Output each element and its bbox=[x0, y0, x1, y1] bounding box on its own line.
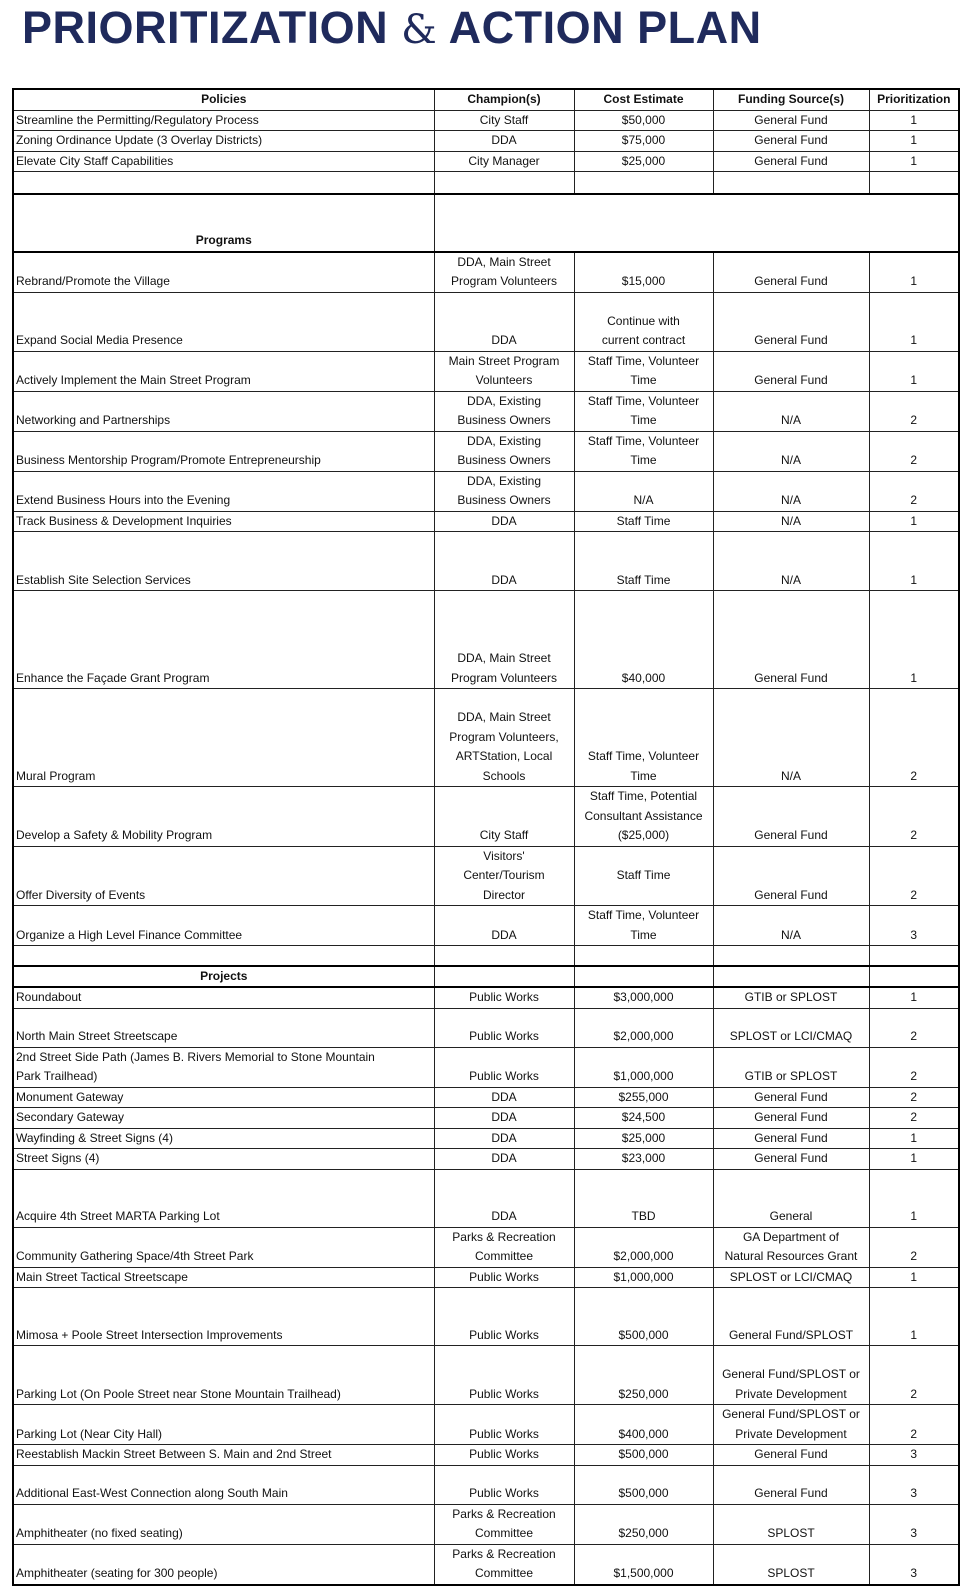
cell-prioritization: 2 bbox=[869, 1227, 959, 1267]
column-header-cost-estimate: Cost Estimate bbox=[574, 89, 713, 110]
cell-prioritization: 1 bbox=[869, 987, 959, 1008]
section-header: Projects bbox=[13, 966, 434, 988]
cell-cost-estimate: Staff Time bbox=[574, 532, 713, 591]
cell-prioritization: 2 bbox=[869, 391, 959, 431]
cell-champion: DDA bbox=[434, 1149, 574, 1170]
cell-cost-estimate: Staff Time, Volunteer Time bbox=[574, 391, 713, 431]
cell-prioritization bbox=[869, 172, 959, 194]
cell-champion: DDA bbox=[434, 292, 574, 351]
cell-champion: DDA bbox=[434, 131, 574, 152]
cell-funding-source: General Fund bbox=[713, 1149, 869, 1170]
column-header-champion: Champion(s) bbox=[434, 89, 574, 110]
cell-champion: DDA bbox=[434, 1169, 574, 1227]
table-row bbox=[13, 787, 959, 847]
cell-funding-source: General bbox=[713, 1169, 869, 1227]
cell-cost-estimate: $1,000,000 bbox=[574, 1047, 713, 1087]
cell-item: Monument Gateway bbox=[13, 1087, 434, 1108]
cell-cost-estimate: Staff Time, Potential Consultant Assistance ($25,000) bbox=[574, 787, 713, 847]
cell-item: Acquire 4th Street MARTA Parking Lot bbox=[13, 1169, 434, 1227]
cell-item: 2nd Street Side Path (James B. Rivers Memorial to Stone Mountain Park Trailhead) bbox=[13, 1047, 434, 1087]
cell-item: Mural Program bbox=[13, 689, 434, 787]
cell-item: Develop a Safety & Mobility Program bbox=[13, 787, 434, 847]
cell-item: Expand Social Media Presence bbox=[13, 292, 434, 351]
cell-funding-source: General Fund bbox=[713, 1465, 869, 1504]
cell-champion: Public Works bbox=[434, 1267, 574, 1288]
table-row bbox=[13, 966, 959, 988]
cell-item: Establish Site Selection Services bbox=[13, 532, 434, 591]
cell-champion: City Staff bbox=[434, 110, 574, 131]
cell-prioritization: 2 bbox=[869, 1047, 959, 1087]
cell-cost-estimate: $3,000,000 bbox=[574, 987, 713, 1008]
cell-prioritization: 2 bbox=[869, 689, 959, 787]
cell-prioritization: 2 bbox=[869, 1108, 959, 1129]
cell-funding-source: General Fund bbox=[713, 131, 869, 152]
cell-prioritization: 3 bbox=[869, 1445, 959, 1466]
cell-item: Zoning Ordinance Update (3 Overlay Districts) bbox=[13, 131, 434, 152]
cell-prioritization: 1 bbox=[869, 591, 959, 689]
table-row bbox=[13, 532, 959, 591]
cell-prioritization: 1 bbox=[869, 1128, 959, 1149]
cell-item: Roundabout bbox=[13, 987, 434, 1008]
cell-champion: DDA bbox=[434, 906, 574, 946]
cell-item: Parking Lot (On Poole Street near Stone Mountain Trailhead) bbox=[13, 1346, 434, 1405]
cell-item: Community Gathering Space/4th Street Park bbox=[13, 1227, 434, 1267]
cell-funding-source: General Fund bbox=[713, 591, 869, 689]
cell-funding-source: General Fund bbox=[713, 292, 869, 351]
cell-item bbox=[13, 946, 434, 966]
cell-prioritization: 1 bbox=[869, 1149, 959, 1170]
cell-item: North Main Street Streetscape bbox=[13, 1008, 434, 1047]
table-row bbox=[13, 1008, 959, 1047]
cell-champion: City Manager bbox=[434, 151, 574, 172]
cell-champion: DDA bbox=[434, 1087, 574, 1108]
cell-funding-source: N/A bbox=[713, 391, 869, 431]
cell-item: Main Street Tactical Streetscape bbox=[13, 1267, 434, 1288]
cell-funding-source: N/A bbox=[713, 532, 869, 591]
cell-champion: DDA bbox=[434, 1108, 574, 1129]
cell-funding-source: N/A bbox=[713, 471, 869, 511]
cell-item: Extend Business Hours into the Evening bbox=[13, 471, 434, 511]
table-row bbox=[13, 1267, 959, 1288]
cell-item: Reestablish Mackin Street Between S. Main and 2nd Street bbox=[13, 1445, 434, 1466]
table-row bbox=[13, 1047, 959, 1087]
cell-funding-source bbox=[713, 172, 869, 194]
cell-champion: Public Works bbox=[434, 1346, 574, 1405]
cell-item: Business Mentorship Program/Promote Entrepreneurship bbox=[13, 431, 434, 471]
cell-cost-estimate: Staff Time bbox=[574, 511, 713, 532]
cell-funding-source: General Fund bbox=[713, 1445, 869, 1466]
table-row bbox=[13, 689, 959, 787]
table-row bbox=[13, 391, 959, 431]
cell-champion bbox=[434, 946, 574, 966]
cell-cost-estimate: $250,000 bbox=[574, 1504, 713, 1544]
cell-cost-estimate: $1,000,000 bbox=[574, 1267, 713, 1288]
cell-funding-source: General Fund bbox=[713, 1087, 869, 1108]
cell-champion: DDA bbox=[434, 532, 574, 591]
cell-cost-estimate: $25,000 bbox=[574, 1128, 713, 1149]
column-header-prioritization: Prioritization bbox=[869, 89, 959, 110]
cell-cost-estimate bbox=[574, 172, 713, 194]
cell-prioritization: 2 bbox=[869, 431, 959, 471]
cell-item: Amphitheater (seating for 300 people) bbox=[13, 1544, 434, 1585]
cell-cost-estimate: $50,000 bbox=[574, 110, 713, 131]
table-row bbox=[13, 252, 959, 293]
table-row bbox=[13, 292, 959, 351]
cell-champion bbox=[434, 172, 574, 194]
cell-funding-source: N/A bbox=[713, 431, 869, 471]
cell-funding-source: General Fund bbox=[713, 787, 869, 847]
cell-prioritization: 1 bbox=[869, 1169, 959, 1227]
cell-funding-source: GA Department of Natural Resources Grant bbox=[713, 1227, 869, 1267]
table-row bbox=[13, 471, 959, 511]
cell-cost-estimate: $1,500,000 bbox=[574, 1544, 713, 1585]
table-row bbox=[13, 946, 959, 966]
cell-prioritization: 2 bbox=[869, 787, 959, 847]
cell-cost-estimate: $15,000 bbox=[574, 252, 713, 293]
cell-item: Rebrand/Promote the Village bbox=[13, 252, 434, 293]
cell-cost-estimate: $23,000 bbox=[574, 1149, 713, 1170]
cell-funding-source: General Fund bbox=[713, 252, 869, 293]
cell-prioritization: 2 bbox=[869, 471, 959, 511]
table-row bbox=[13, 110, 959, 131]
cell-prioritization bbox=[869, 946, 959, 966]
table-row bbox=[13, 511, 959, 532]
table-row bbox=[13, 1405, 959, 1445]
cell-cost-estimate: $2,000,000 bbox=[574, 1008, 713, 1047]
cell-champion: Parks & Recreation Committee bbox=[434, 1227, 574, 1267]
cell-cost-estimate: $40,000 bbox=[574, 591, 713, 689]
cell-champion: DDA, Main Street Program Volunteers bbox=[434, 252, 574, 293]
title-part2: ACTION PLAN bbox=[448, 2, 762, 53]
cell-cost-estimate bbox=[574, 966, 713, 988]
cell-funding-source: N/A bbox=[713, 906, 869, 946]
cell-cost-estimate: $500,000 bbox=[574, 1465, 713, 1504]
cell-cost-estimate: Staff Time, Volunteer Time bbox=[574, 689, 713, 787]
cell-cost-estimate: $255,000 bbox=[574, 1087, 713, 1108]
cell-prioritization: 1 bbox=[869, 131, 959, 152]
cell-funding-source: General Fund bbox=[713, 110, 869, 131]
table-row bbox=[13, 1504, 959, 1544]
cell-item: Track Business & Development Inquiries bbox=[13, 511, 434, 532]
title-part1: PRIORITIZATION bbox=[22, 2, 389, 53]
cell-prioritization: 3 bbox=[869, 1504, 959, 1544]
table-row bbox=[13, 1128, 959, 1149]
cell-prioritization: 2 bbox=[869, 1008, 959, 1047]
cell-prioritization: 1 bbox=[869, 1267, 959, 1288]
cell-item: Street Signs (4) bbox=[13, 1149, 434, 1170]
cell-champion: Public Works bbox=[434, 1288, 574, 1346]
cell-cost-estimate bbox=[574, 946, 713, 966]
cell-funding-source: SPLOST bbox=[713, 1544, 869, 1585]
title-ampersand: & bbox=[401, 7, 438, 53]
cell-funding-source: General Fund/SPLOST or Private Development bbox=[713, 1405, 869, 1445]
cell-prioritization: 2 bbox=[869, 1346, 959, 1405]
table-row bbox=[13, 194, 959, 252]
section-header: Programs bbox=[13, 194, 434, 252]
cell-item: Offer Diversity of Events bbox=[13, 846, 434, 906]
table-row bbox=[13, 1087, 959, 1108]
cell-item: Mimosa + Poole Street Intersection Improvements bbox=[13, 1288, 434, 1346]
table-row bbox=[13, 172, 959, 194]
cell-prioritization: 1 bbox=[869, 151, 959, 172]
cell-cost-estimate: N/A bbox=[574, 471, 713, 511]
cell-prioritization: 1 bbox=[869, 252, 959, 293]
cell-funding-source: General Fund bbox=[713, 151, 869, 172]
cell-funding-source: SPLOST or LCI/CMAQ bbox=[713, 1008, 869, 1047]
section-header-spacer bbox=[434, 194, 959, 252]
table-row bbox=[13, 591, 959, 689]
cell-cost-estimate: $500,000 bbox=[574, 1288, 713, 1346]
cell-cost-estimate: $24,500 bbox=[574, 1108, 713, 1129]
cell-cost-estimate: Staff Time, Volunteer Time bbox=[574, 431, 713, 471]
cell-champion: Public Works bbox=[434, 1405, 574, 1445]
cell-prioritization: 3 bbox=[869, 906, 959, 946]
cell-champion: City Staff bbox=[434, 787, 574, 847]
cell-champion: DDA, Existing Business Owners bbox=[434, 391, 574, 431]
cell-champion: Public Works bbox=[434, 1445, 574, 1466]
cell-champion: DDA bbox=[434, 511, 574, 532]
cell-champion: Visitors' Center/Tourism Director bbox=[434, 846, 574, 906]
cell-funding-source: N/A bbox=[713, 689, 869, 787]
cell-champion: Main Street Program Volunteers bbox=[434, 351, 574, 391]
cell-champion: Parks & Recreation Committee bbox=[434, 1544, 574, 1585]
table-row bbox=[13, 987, 959, 1008]
cell-champion: DDA, Main Street Program Volunteers, ARTStation, Local Schools bbox=[434, 689, 574, 787]
cell-item: Wayfinding & Street Signs (4) bbox=[13, 1128, 434, 1149]
cell-prioritization: 1 bbox=[869, 1288, 959, 1346]
cell-champion: Public Works bbox=[434, 987, 574, 1008]
cell-funding-source: General Fund bbox=[713, 846, 869, 906]
cell-champion: DDA, Existing Business Owners bbox=[434, 471, 574, 511]
cell-champion: DDA, Main Street Program Volunteers bbox=[434, 591, 574, 689]
table-row bbox=[13, 151, 959, 172]
table-row bbox=[13, 1149, 959, 1170]
cell-funding-source: General Fund/SPLOST or Private Development bbox=[713, 1346, 869, 1405]
column-header-funding-source: Funding Source(s) bbox=[713, 89, 869, 110]
cell-item: Actively Implement the Main Street Program bbox=[13, 351, 434, 391]
cell-funding-source: GTIB or SPLOST bbox=[713, 987, 869, 1008]
table-row bbox=[13, 1465, 959, 1504]
table-row bbox=[13, 1108, 959, 1129]
cell-prioritization: 1 bbox=[869, 511, 959, 532]
table-header-row bbox=[13, 89, 959, 110]
cell-item: Additional East-West Connection along South Main bbox=[13, 1465, 434, 1504]
cell-funding-source: General Fund bbox=[713, 351, 869, 391]
cell-prioritization: 2 bbox=[869, 846, 959, 906]
cell-cost-estimate: Staff Time bbox=[574, 846, 713, 906]
cell-funding-source bbox=[713, 946, 869, 966]
cell-cost-estimate: TBD bbox=[574, 1169, 713, 1227]
cell-prioritization bbox=[869, 966, 959, 988]
cell-champion: Public Works bbox=[434, 1047, 574, 1087]
cell-champion: Parks & Recreation Committee bbox=[434, 1504, 574, 1544]
cell-funding-source: N/A bbox=[713, 511, 869, 532]
cell-funding-source: General Fund bbox=[713, 1108, 869, 1129]
cell-prioritization: 2 bbox=[869, 1087, 959, 1108]
cell-funding-source: SPLOST or LCI/CMAQ bbox=[713, 1267, 869, 1288]
cell-prioritization: 1 bbox=[869, 292, 959, 351]
cell-item: Enhance the Façade Grant Program bbox=[13, 591, 434, 689]
cell-cost-estimate: $400,000 bbox=[574, 1405, 713, 1445]
cell-prioritization: 2 bbox=[869, 1405, 959, 1445]
cell-funding-source: General Fund bbox=[713, 1128, 869, 1149]
cell-cost-estimate: Staff Time, Volunteer Time bbox=[574, 906, 713, 946]
cell-item bbox=[13, 172, 434, 194]
cell-funding-source: GTIB or SPLOST bbox=[713, 1047, 869, 1087]
cell-funding-source: SPLOST bbox=[713, 1504, 869, 1544]
cell-prioritization: 1 bbox=[869, 351, 959, 391]
cell-cost-estimate: $2,000,000 bbox=[574, 1227, 713, 1267]
cell-funding-source: General Fund/SPLOST bbox=[713, 1288, 869, 1346]
cell-item: Networking and Partnerships bbox=[13, 391, 434, 431]
cell-item: Amphitheater (no fixed seating) bbox=[13, 1504, 434, 1544]
page-title bbox=[22, 2, 762, 54]
cell-item: Streamline the Permitting/Regulatory Process bbox=[13, 110, 434, 131]
cell-item: Elevate City Staff Capabilities bbox=[13, 151, 434, 172]
cell-prioritization: 1 bbox=[869, 532, 959, 591]
cell-cost-estimate: Continue with current contract bbox=[574, 292, 713, 351]
table-row bbox=[13, 846, 959, 906]
cell-cost-estimate: $75,000 bbox=[574, 131, 713, 152]
cell-prioritization: 1 bbox=[869, 110, 959, 131]
cell-cost-estimate: $250,000 bbox=[574, 1346, 713, 1405]
table-row bbox=[13, 1544, 959, 1585]
cell-funding-source bbox=[713, 966, 869, 988]
cell-champion: DDA bbox=[434, 1128, 574, 1149]
cell-champion: DDA, Existing Business Owners bbox=[434, 431, 574, 471]
column-header-item: Policies bbox=[13, 89, 434, 110]
cell-cost-estimate: $500,000 bbox=[574, 1445, 713, 1466]
table-row bbox=[13, 1445, 959, 1466]
table-row bbox=[13, 1346, 959, 1405]
action-plan-table bbox=[12, 88, 960, 1586]
cell-cost-estimate: $25,000 bbox=[574, 151, 713, 172]
cell-prioritization: 3 bbox=[869, 1465, 959, 1504]
cell-cost-estimate: Staff Time, Volunteer Time bbox=[574, 351, 713, 391]
cell-item: Organize a High Level Finance Committee bbox=[13, 906, 434, 946]
table-row bbox=[13, 1169, 959, 1227]
table-row bbox=[13, 351, 959, 391]
table-row bbox=[13, 131, 959, 152]
table-row bbox=[13, 431, 959, 471]
table-row bbox=[13, 906, 959, 946]
cell-prioritization: 3 bbox=[869, 1544, 959, 1585]
cell-item: Parking Lot (Near City Hall) bbox=[13, 1405, 434, 1445]
table-row bbox=[13, 1227, 959, 1267]
cell-item: Secondary Gateway bbox=[13, 1108, 434, 1129]
cell-champion: Public Works bbox=[434, 1008, 574, 1047]
cell-champion: Public Works bbox=[434, 1465, 574, 1504]
cell-champion bbox=[434, 966, 574, 988]
table-row bbox=[13, 1288, 959, 1346]
